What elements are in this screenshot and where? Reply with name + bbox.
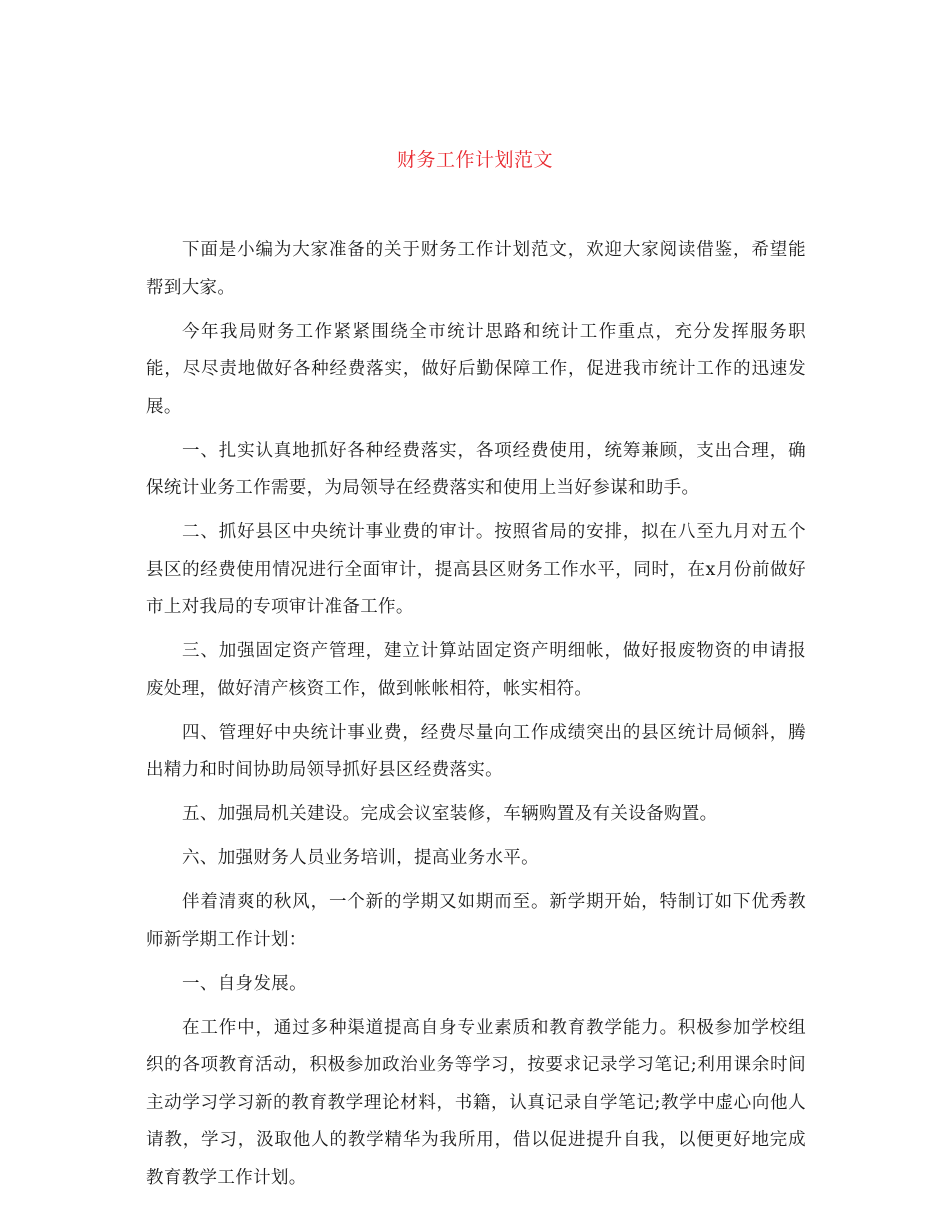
paragraph-teacher-intro: 伴着清爽的秋风，一个新的学期又如期而至。新学期开始，特制订如下优秀教师新学期工作计划： [146, 892, 806, 950]
paragraph-overview: 今年我局财务工作紧紧围绕全市统计思路和统计工作重点，充分发挥服务职能，尽尽责地做好各种经费落实，做好后勤保障工作，促进我市统计工作的迅速发展。 [146, 321, 806, 417]
paragraph-section-heading: 一、自身发展。 [182, 973, 307, 994]
document-title: 财务工作计划范文 [396, 149, 553, 171]
paragraph-item-6: 六、加强财务人员业务培训，提高业务水平。 [182, 848, 539, 868]
paragraph-intro: 下面是小编为大家准备的关于财务工作计划范文，欢迎大家阅读借鉴，希望能帮到大家。 [146, 240, 806, 298]
document-body [146, 232, 806, 1204]
paragraph-item-5: 五、加强局机关建设。完成会议室装修，车辆购置及有关设备购置。 [182, 804, 718, 824]
paragraph-item-2: 二、抓好县区中央统计事业费的审计。按照省局的安排，拟在八至九月对五个县区的经费使用情况进行全面审计，提高县区财务工作水平，同时，在x月份前做好市上对我局的专项审计准备工作。 [146, 522, 806, 617]
paragraph-item-1: 一、扎实认真地抓好各种经费落实，各项经费使用，统筹兼顾，支出合理，确保统计业务工作需要，为局领导在经费落实和使用上当好参谋和助手。 [146, 440, 806, 498]
paragraph-item-4: 四、管理好中央统计事业费，经费尽量向工作成绩突出的县区统计局倾斜，腾出精力和时间协助局领导抓好县区经费落实。 [146, 722, 806, 780]
paragraph-item-3: 三、加强固定资产管理，建立计算站固定资产明细帐，做好报废物资的申请报废处理，做好清产核资工作，做到帐帐相符，帐实相符。 [146, 641, 806, 699]
paragraph-self-development: 在工作中，通过多种渠道提高自身专业素质和教育教学能力。积极参加学校组织的各项教育活动，积极参加政治业务等学习，按要求记录学习笔记;利用课余时间主动学习学习新的教育教学理论材料，书籍，认真记录自学笔记;教学中虚心向他人请教，学习，汲取他人的教学精华为我所用，借以促进提升自我，以便更好地完成教育教学工作计划。 [146, 1017, 806, 1188]
